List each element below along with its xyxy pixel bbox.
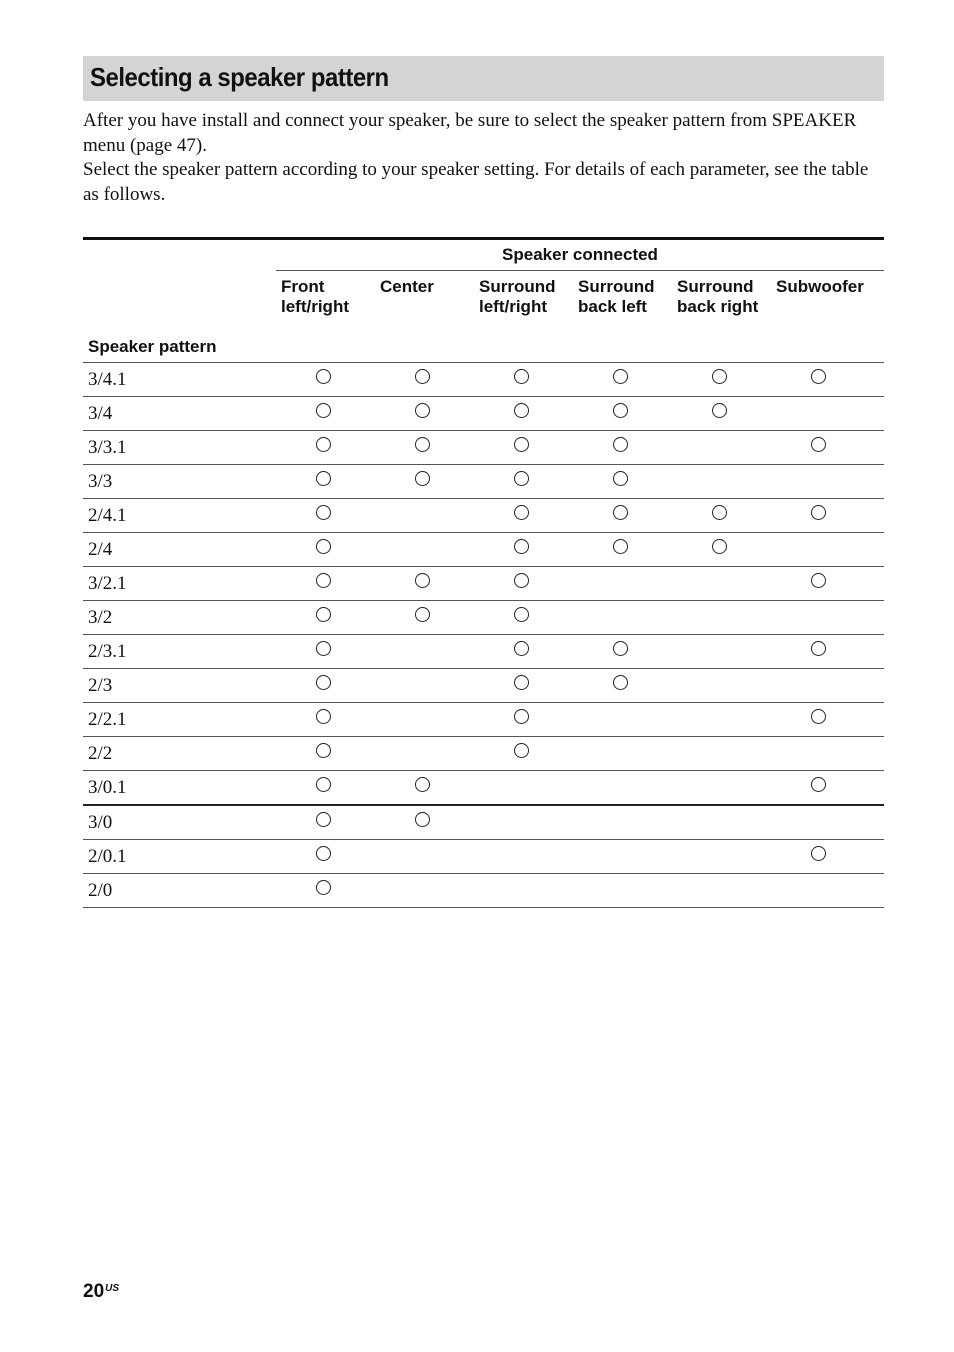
circle-icon — [316, 675, 331, 690]
circle-icon — [316, 471, 331, 486]
speaker-cell — [375, 363, 474, 397]
speaker-cell — [474, 533, 573, 567]
speaker-cell — [375, 533, 474, 567]
circle-icon — [613, 641, 628, 656]
table-row — [83, 567, 884, 601]
speaker-connected-header: Speaker connected — [276, 240, 884, 271]
speaker-cell — [375, 567, 474, 601]
circle-icon — [811, 573, 826, 588]
speaker-cell — [375, 805, 474, 840]
circle-icon — [514, 403, 529, 418]
speaker-cell — [573, 533, 672, 567]
speaker-cell — [771, 737, 884, 771]
circle-icon — [316, 539, 331, 554]
speaker-cell — [474, 499, 573, 533]
circle-icon — [613, 471, 628, 486]
intro-text — [83, 109, 888, 207]
pattern-cell: 2/0.1 — [83, 840, 276, 874]
circle-icon — [811, 437, 826, 452]
circle-icon — [316, 573, 331, 588]
pattern-cell: 2/0 — [83, 874, 276, 908]
speaker-cell — [573, 363, 672, 397]
speaker-cell — [771, 669, 884, 703]
circle-icon — [811, 777, 826, 792]
speaker-cell — [375, 499, 474, 533]
table-row — [83, 703, 884, 737]
speaker-cell — [672, 737, 771, 771]
speaker-cell — [771, 703, 884, 737]
circle-icon — [316, 743, 331, 758]
speaker-cell — [276, 669, 375, 703]
column-header-line1: Front — [281, 277, 325, 296]
circle-icon — [811, 505, 826, 520]
column-header — [771, 271, 884, 338]
speaker-cell — [276, 499, 375, 533]
speaker-cell — [573, 703, 672, 737]
speaker-cell — [474, 431, 573, 465]
speaker-cell — [771, 601, 884, 635]
pattern-cell: 2/2.1 — [83, 703, 276, 737]
speaker-cell — [672, 431, 771, 465]
speaker-cell — [771, 533, 884, 567]
circle-icon — [712, 403, 727, 418]
circle-icon — [514, 437, 529, 452]
table-row — [83, 363, 884, 397]
circle-icon — [415, 403, 430, 418]
pattern-cell: 3/0.1 — [83, 771, 276, 806]
speaker-cell — [573, 465, 672, 499]
speaker-cell — [375, 601, 474, 635]
circle-icon — [811, 846, 826, 861]
speaker-cell — [573, 499, 672, 533]
speaker-cell — [672, 601, 771, 635]
speaker-cell — [771, 635, 884, 669]
speaker-cell — [276, 635, 375, 669]
pattern-cell: 2/4.1 — [83, 499, 276, 533]
circle-icon — [316, 641, 331, 656]
pattern-cell: 3/4 — [83, 397, 276, 431]
speaker-cell — [672, 669, 771, 703]
circle-icon — [514, 743, 529, 758]
speaker-cell — [573, 669, 672, 703]
pattern-cell: 3/3.1 — [83, 431, 276, 465]
speaker-cell — [672, 703, 771, 737]
table-row — [83, 431, 884, 465]
speaker-cell — [573, 737, 672, 771]
speaker-cell — [672, 840, 771, 874]
speaker-cell — [375, 874, 474, 908]
circle-icon — [613, 539, 628, 554]
intro-paragraph-1: After you have install and connect your speaker, be sure to select the speaker pattern from SPEAKER menu (page 47). — [83, 110, 857, 156]
speaker-cell — [573, 601, 672, 635]
pattern-cell: 2/4 — [83, 533, 276, 567]
speaker-cell — [474, 737, 573, 771]
speaker-cell — [474, 363, 573, 397]
speaker-cell — [276, 601, 375, 635]
speaker-cell — [375, 397, 474, 431]
column-header-line2: left/right — [479, 297, 547, 316]
circle-icon — [514, 573, 529, 588]
intro-paragraph-2: Select the speaker pattern according to your speaker setting. For details of each parameter, see the table as follows. — [83, 159, 869, 205]
speaker-cell — [672, 465, 771, 499]
circle-icon — [514, 539, 529, 554]
speaker-cell — [672, 635, 771, 669]
circle-icon — [514, 607, 529, 622]
speaker-cell — [375, 703, 474, 737]
column-header-line1: Surround — [479, 277, 556, 296]
pattern-cell: 3/4.1 — [83, 363, 276, 397]
column-header — [474, 271, 573, 338]
speaker-cell — [474, 840, 573, 874]
speaker-cell — [276, 363, 375, 397]
speaker-cell — [276, 465, 375, 499]
circle-icon — [514, 471, 529, 486]
page-number-value: 20 — [83, 1281, 105, 1302]
header-spacer — [83, 271, 276, 338]
pattern-cell: 3/0 — [83, 805, 276, 840]
column-header-line2: left/right — [281, 297, 349, 316]
speaker-cell — [276, 703, 375, 737]
circle-icon — [415, 369, 430, 384]
speaker-cell — [276, 874, 375, 908]
speaker-cell — [672, 567, 771, 601]
speaker-cell — [474, 567, 573, 601]
column-header-line1: Surround — [578, 277, 655, 296]
speaker-cell — [474, 669, 573, 703]
circle-icon — [316, 709, 331, 724]
speaker-cell — [672, 874, 771, 908]
speaker-cell — [573, 874, 672, 908]
pattern-cell: 2/2 — [83, 737, 276, 771]
circle-icon — [415, 777, 430, 792]
speaker-cell — [573, 567, 672, 601]
speaker-cell — [672, 363, 771, 397]
circle-icon — [316, 437, 331, 452]
section-title: Selecting a speaker pattern — [90, 62, 389, 92]
circle-icon — [415, 437, 430, 452]
circle-icon — [316, 880, 331, 895]
speaker-cell — [474, 874, 573, 908]
column-header — [375, 271, 474, 338]
column-header — [573, 271, 672, 338]
speaker-cell — [573, 771, 672, 806]
circle-icon — [514, 709, 529, 724]
table-row — [83, 737, 884, 771]
circle-icon — [316, 846, 331, 861]
circle-icon — [415, 573, 430, 588]
speaker-cell — [375, 669, 474, 703]
speaker-cell — [771, 840, 884, 874]
circle-icon — [514, 505, 529, 520]
speaker-cell — [771, 499, 884, 533]
speaker-cell — [375, 635, 474, 669]
speaker-cell — [474, 703, 573, 737]
circle-icon — [415, 607, 430, 622]
column-header-line1: Center — [380, 277, 434, 296]
speaker-cell — [672, 397, 771, 431]
circle-icon — [316, 607, 331, 622]
speaker-cell — [276, 805, 375, 840]
speaker-cell — [573, 397, 672, 431]
table-row — [83, 397, 884, 431]
header-spacer — [83, 240, 276, 271]
speaker-cell — [474, 397, 573, 431]
speaker-cell — [276, 397, 375, 431]
circle-icon — [415, 471, 430, 486]
page-number-suffix: US — [105, 1283, 120, 1294]
speaker-cell — [276, 431, 375, 465]
circle-icon — [514, 641, 529, 656]
speaker-cell — [771, 567, 884, 601]
circle-icon — [613, 675, 628, 690]
speaker-cell — [276, 533, 375, 567]
circle-icon — [712, 539, 727, 554]
speaker-pattern-header: Speaker pattern — [88, 337, 217, 356]
speaker-cell — [474, 805, 573, 840]
speaker-cell — [771, 465, 884, 499]
pattern-cell: 3/2 — [83, 601, 276, 635]
speaker-cell — [375, 840, 474, 874]
speaker-cell — [474, 771, 573, 806]
speaker-cell — [771, 397, 884, 431]
speaker-cell — [672, 771, 771, 806]
speaker-cell — [375, 431, 474, 465]
speaker-cell — [771, 771, 884, 806]
circle-icon — [613, 437, 628, 452]
speaker-cell — [276, 840, 375, 874]
page-number — [83, 1281, 119, 1303]
table-row — [83, 533, 884, 567]
table-row — [83, 499, 884, 533]
circle-icon — [712, 505, 727, 520]
column-header-line2: back right — [677, 297, 759, 316]
pattern-cell: 3/3 — [83, 465, 276, 499]
circle-icon — [712, 369, 727, 384]
speaker-cell — [771, 874, 884, 908]
circle-icon — [613, 403, 628, 418]
pattern-cell: 2/3.1 — [83, 635, 276, 669]
column-header-line1: Surround — [677, 277, 754, 296]
table-row — [83, 805, 884, 840]
circle-icon — [316, 505, 331, 520]
column-header — [276, 271, 375, 338]
circle-icon — [811, 709, 826, 724]
speaker-cell — [771, 805, 884, 840]
table-row — [83, 840, 884, 874]
speaker-cell — [672, 533, 771, 567]
circle-icon — [415, 812, 430, 827]
speaker-cell — [276, 567, 375, 601]
speaker-cell — [276, 771, 375, 806]
speaker-cell — [375, 465, 474, 499]
speaker-cell — [474, 635, 573, 669]
section-header-bar — [83, 56, 884, 101]
circle-icon — [316, 403, 331, 418]
circle-icon — [514, 369, 529, 384]
table-row — [83, 601, 884, 635]
circle-icon — [613, 369, 628, 384]
speaker-pattern-table — [83, 237, 884, 908]
speaker-cell — [672, 805, 771, 840]
pattern-cell: 2/3 — [83, 669, 276, 703]
circle-icon — [316, 777, 331, 792]
speaker-cell — [375, 771, 474, 806]
speaker-cell — [375, 737, 474, 771]
table-row — [83, 874, 884, 908]
pattern-cell: 3/2.1 — [83, 567, 276, 601]
speaker-cell — [573, 805, 672, 840]
table-row — [83, 669, 884, 703]
circle-icon — [514, 675, 529, 690]
speaker-cell — [474, 465, 573, 499]
speaker-cell — [771, 431, 884, 465]
speaker-cell — [474, 601, 573, 635]
table-row — [83, 465, 884, 499]
table-row — [83, 771, 884, 806]
circle-icon — [613, 505, 628, 520]
speaker-cell — [276, 737, 375, 771]
table-body — [83, 363, 884, 908]
table-row — [83, 635, 884, 669]
column-header-line1: Subwoofer — [776, 277, 864, 296]
speaker-cell — [672, 499, 771, 533]
column-header — [672, 271, 771, 338]
column-header-line2: back left — [578, 297, 647, 316]
circle-icon — [811, 641, 826, 656]
speaker-cell — [573, 840, 672, 874]
circle-icon — [811, 369, 826, 384]
circle-icon — [316, 369, 331, 384]
circle-icon — [316, 812, 331, 827]
speaker-cell — [573, 635, 672, 669]
speaker-cell — [573, 431, 672, 465]
speaker-cell — [771, 363, 884, 397]
